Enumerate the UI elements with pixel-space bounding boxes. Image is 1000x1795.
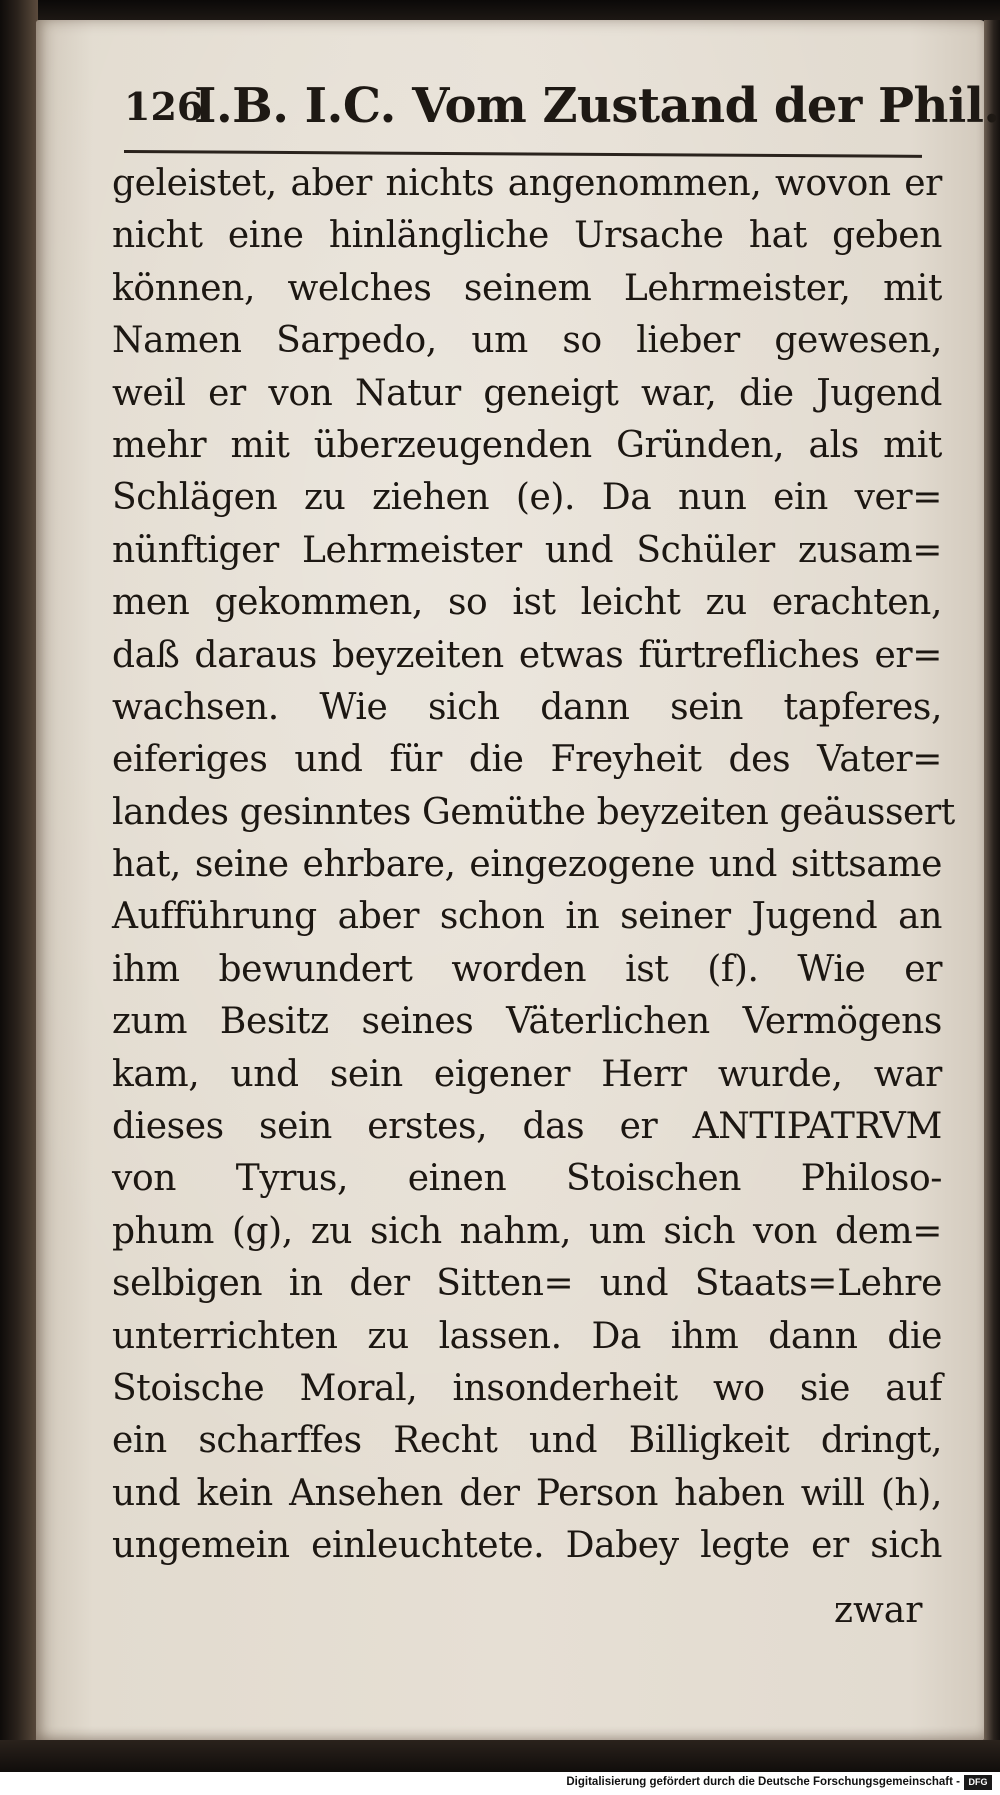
text-line: landes gesinntes Gemüthe beyzeiten geäussert xyxy=(112,791,955,833)
text-line: und kein Ansehen der Person haben will (h), xyxy=(112,1472,942,1514)
text-line: nicht eine hinlängliche Ursache hat geben xyxy=(112,215,942,257)
page-header xyxy=(124,76,1000,146)
text-line: eiferiges und für die Freyheit des Vater= xyxy=(112,739,942,781)
running-head: I.B. I.C. Vom Zustand der Phil. xyxy=(194,78,1000,134)
body-text xyxy=(112,158,955,1573)
text-line: dieses sein erstes, das er ANTIPATRVM xyxy=(112,1106,942,1148)
text-line: von Tyrus, einen Stoischen Philoso- xyxy=(112,1158,942,1200)
text-line: hat, seine ehrbare, eingezogene und sittsame xyxy=(112,844,942,886)
page-number: 126 xyxy=(124,84,204,129)
page-right-edge xyxy=(984,20,1000,1742)
text-line: mehr mit überzeugenden Gründen, als mit xyxy=(112,424,942,466)
text-line: weil er von Natur geneigt war, die Jugend xyxy=(112,372,942,414)
text-line: geleistet, aber nichts angenommen, wovon er xyxy=(112,163,942,204)
text-line: men gekommen, so ist leicht zu erachten, xyxy=(112,582,942,624)
book-binding-edge xyxy=(0,0,38,1795)
dfg-logo: DFG xyxy=(964,1775,992,1790)
text-line: zum Besitz seines Väterlichen Vermögens xyxy=(112,1001,942,1043)
text-line: ungemein einleuchtete. Dabey legte er sich xyxy=(112,1525,942,1567)
text-line: ihm bewundert worden ist (f). Wie er xyxy=(112,948,942,990)
text-line: Aufführung aber schon in seiner Jugend an xyxy=(112,896,942,938)
text-line: phum (g), zu sich nahm, um sich von dem= xyxy=(112,1210,942,1252)
text-line: Schlägen zu ziehen (e). Da nun ein ver= xyxy=(112,477,942,519)
catchword: zwar xyxy=(834,1590,923,1631)
scan-bottom-edge xyxy=(0,1740,1000,1774)
text-line: wachsen. Wie sich dann sein tapferes, xyxy=(112,686,942,728)
digitization-footer xyxy=(0,1772,1000,1795)
text-line: Namen Sarpedo, um so lieber gewesen, xyxy=(112,320,942,362)
text-line: kam, und sein eigener Herr wurde, war xyxy=(112,1053,942,1095)
text-line: selbigen in der Sitten= und Staats=Lehre xyxy=(112,1263,942,1305)
text-line: daß daraus beyzeiten etwas fürtrefliches er= xyxy=(112,634,942,676)
text-line: unterrichten zu lassen. Da ihm dann die xyxy=(112,1315,942,1357)
funding-credit: Digitalisierung gefördert durch die Deutsche Forschungsgemeinschaft - xyxy=(566,1776,960,1788)
text-line: ein scharffes Recht und Billigkeit dringt, xyxy=(112,1420,942,1462)
text-line: nünftiger Lehrmeister und Schüler zusam= xyxy=(112,529,942,571)
text-line: Stoische Moral, insonderheit wo sie auf xyxy=(112,1367,942,1409)
text-line: können, welches seinem Lehrmeister, mit xyxy=(112,267,942,309)
